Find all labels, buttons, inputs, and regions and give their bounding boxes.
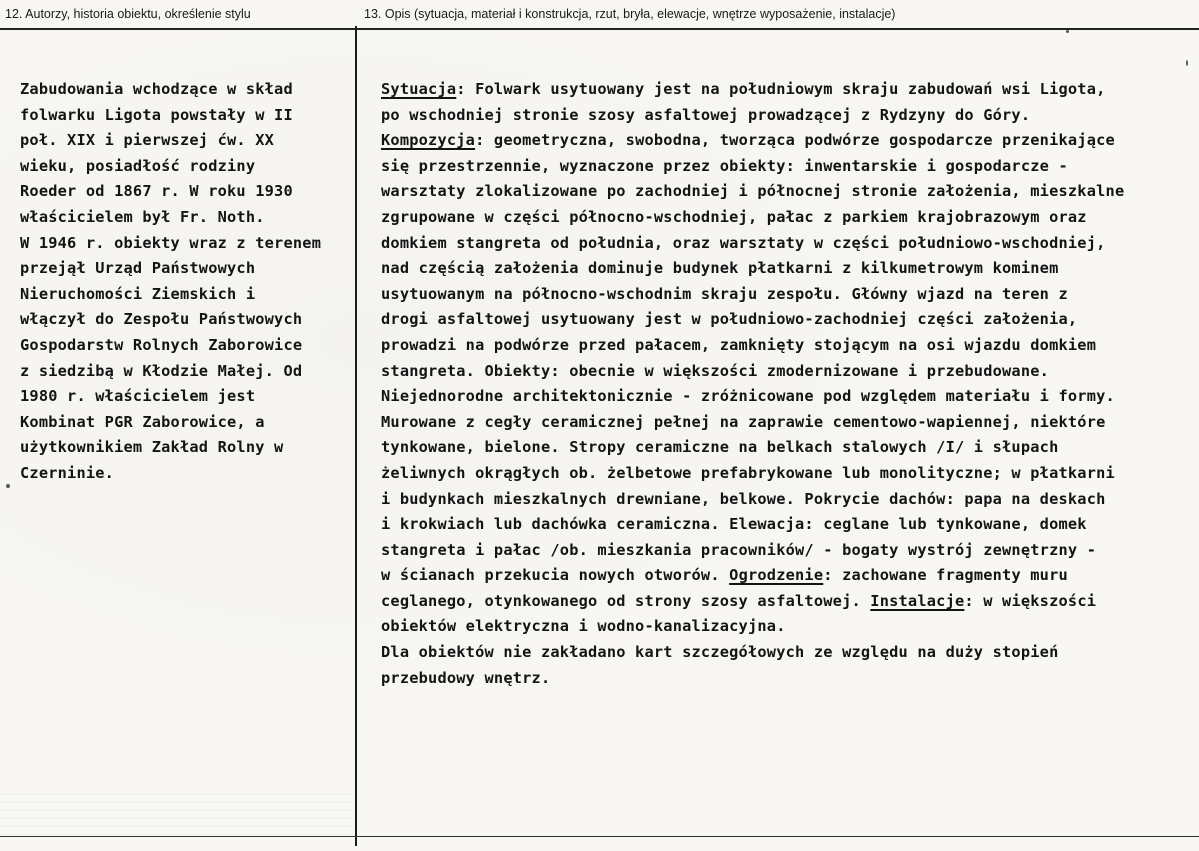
ogrodzenie-label: Ogrodzenie	[729, 566, 824, 585]
kompozycja-label: Kompozycja	[381, 131, 476, 150]
description-line: Kompozycja: geometryczna, swobodna, tworząca podwórze gospodarcze przenikające	[381, 131, 1115, 150]
description-line: i krokwiach lub dachówka ceramiczna. Elewacja: ceglane lub tynkowane, domek	[381, 515, 1087, 534]
description-line: ceglanego, otynkowanego od strony szosy asfaltowej. Instalacje: w większości	[381, 591, 1097, 610]
faint-form-lines	[0, 790, 355, 835]
description-line: w ścianach przekucia nowych otworów. Ogrodzenie: zachowane fragmenty muru	[381, 566, 1068, 585]
description-line: tynkowane, bielone. Stropy ceramiczne na belkach stalowych /I/ i słupach	[381, 438, 1059, 457]
history-line: przejął Urząd Państwowych	[20, 259, 256, 278]
description-line: drogi asfaltowej usytuowany jest w południowo-zachodniej części założenia,	[381, 310, 1078, 329]
history-line: poł. XIX i pierwszej ćw. XX	[20, 131, 275, 150]
description-line: i budynkach mieszkalnych drewniane, belkowe. Pokrycie dachów: papa na deskach	[381, 489, 1106, 508]
instalacje-label: Instalacje	[870, 591, 965, 610]
footer-rule	[0, 836, 1199, 837]
history-line: folwarku Ligota powstały w II	[20, 105, 293, 124]
description-line: po wschodniej stronie szosy asfaltowej prowadzącej z Rydzyny do Góry.	[381, 105, 1031, 124]
history-line: Roeder od 1867 r. W roku 1930	[20, 182, 293, 201]
history-line: Czerninie.	[20, 463, 115, 482]
description-line: Niejednorodne architektonicznie - zróżnicowane pod względem materiału i formy.	[381, 387, 1115, 406]
sytuacja-label: Sytuacja	[381, 80, 457, 98]
description-line: się przestrzennie, wyznaczone przez obiekty: inwentarskie i gospodarcze -	[381, 156, 1068, 175]
description-line: nad częścią założenia dominuje budynek płatkarni z kilkumetrowym kominem	[381, 259, 1059, 278]
history-line: użytkownikiem Zakład Rolny w	[20, 438, 284, 457]
description-line: żeliwnych okrągłych ob. żelbetowe prefabrykowane lub monolityczne; w płatkarni	[381, 463, 1115, 482]
history-line: wieku, posiadłość rodziny	[20, 156, 256, 175]
section-12-header: 12. Autorzy, historia obiektu, określenie stylu	[5, 7, 251, 21]
history-line: właścicielem był Fr. Noth.	[20, 207, 265, 226]
description-line: obiektów elektryczna i wodno-kanalizacyjna.	[381, 617, 786, 636]
history-line: z siedzibą w Kłodzie Małej. Od	[20, 361, 303, 380]
description-text-column	[381, 77, 1196, 691]
section-13-header: 13. Opis (sytuacja, materiał i konstrukcja, rzut, bryła, elewacje, wnętrze wyposażenie, instalacje)	[364, 7, 896, 21]
description-line: prowadzi na podwórze przed pałacem, zamknięty stojącym na osi wjazdu domkiem	[381, 335, 1097, 354]
history-text-column	[20, 77, 350, 487]
history-line: 1980 r. właścicielem jest	[20, 387, 256, 406]
description-line: przebudowy wnętrz.	[381, 668, 551, 687]
history-line: W 1946 r. obiekty wraz z terenem	[20, 233, 322, 252]
description-line: Sytuacja: Folwark usytuowany jest na południowym skraju zabudowań wsi Ligota,	[381, 80, 1106, 98]
description-line: warsztaty zlokalizowane po zachodniej i północnej stronie założenia, mieszkalne	[381, 182, 1125, 201]
header-rule	[0, 28, 1199, 30]
description-line: Murowane z cegły ceramicznej pełnej na zaprawie cementowo-wapiennej, niektóre	[381, 412, 1106, 431]
history-line: Gospodarstw Rolnych Zaborowice	[20, 335, 303, 354]
history-line: włączył do Zespołu Państwowych	[20, 310, 303, 329]
description-line: stangreta. Obiekty: obecnie w większości zmodernizowane i przebudowane.	[381, 361, 1050, 380]
history-line: Kombinat PGR Zaborowice, a	[20, 412, 265, 431]
column-divider	[355, 26, 357, 846]
description-line: stangreta i pałac /ob. mieszkania pracowników/ - bogaty wystrój zewnętrzny -	[381, 540, 1097, 559]
scan-speck	[6, 484, 10, 488]
history-line: Nieruchomości Ziemskich i	[20, 284, 256, 303]
description-line: domkiem stangreta od południa, oraz warsztaty w części południowo-wschodniej,	[381, 233, 1106, 252]
description-line: Dla obiektów nie zakładano kart szczegółowych ze względu na duży stopień	[381, 643, 1059, 662]
scan-speck	[1066, 30, 1069, 33]
description-line: zgrupowane w części północno-wschodniej, pałac z parkiem krajobrazowym oraz	[381, 207, 1087, 226]
history-line: Zabudowania wchodzące w skład	[20, 80, 293, 98]
description-line: usytuowanym na północno-wschodnim skraju zespołu. Główny wjazd na teren z	[381, 284, 1068, 303]
scan-speck	[1186, 60, 1188, 66]
